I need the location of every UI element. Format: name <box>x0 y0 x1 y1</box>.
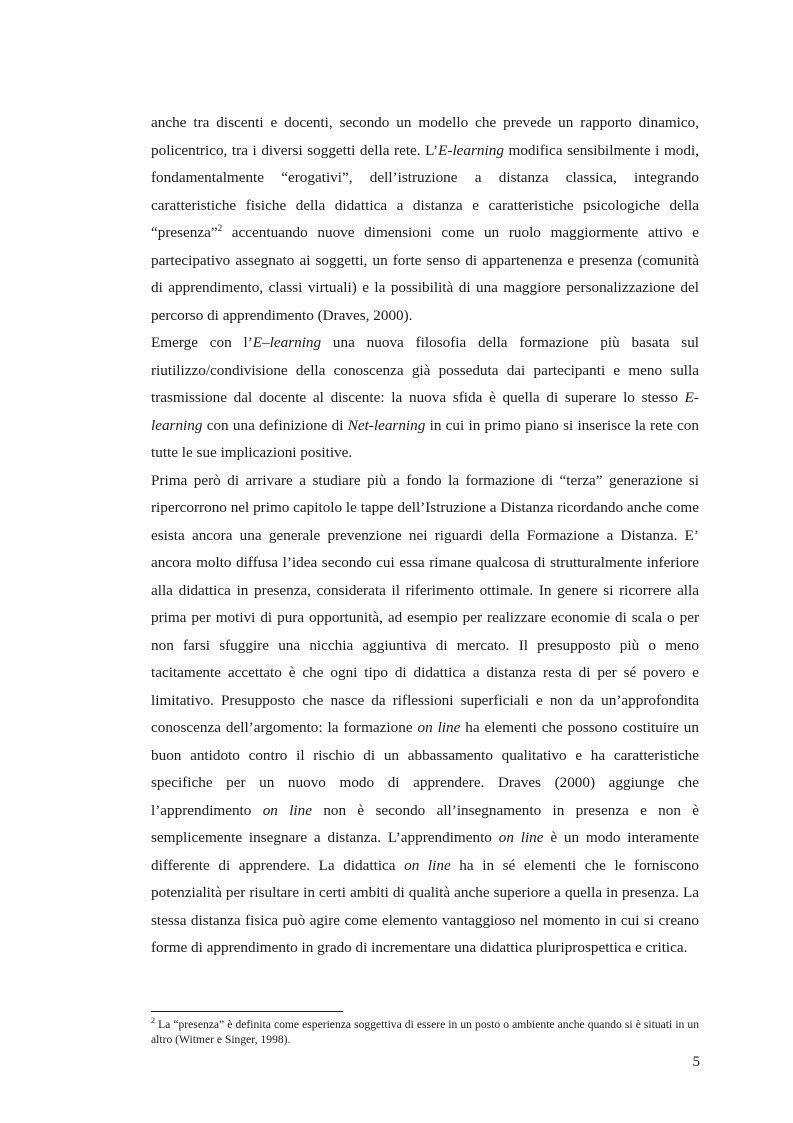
italic-term: E-learning <box>151 389 699 434</box>
italic-term: Net-learning <box>347 416 426 434</box>
italic-term: on line <box>262 801 312 819</box>
footnote-divider <box>151 1011 343 1012</box>
italic-term: E-learning <box>438 141 504 159</box>
italic-term: on line <box>404 856 451 874</box>
text-run: in cui in primo piano si inserisce la rete con tutte le sue implicazioni positive. <box>151 416 699 461</box>
text-run: Emerge con l’ <box>151 334 253 351</box>
paragraph <box>151 109 699 329</box>
text-run: è un modo interamente differente di apprendere. La didattica <box>151 829 699 874</box>
paragraph <box>151 467 699 962</box>
body-text <box>151 109 699 962</box>
page-number: 5 <box>692 1054 700 1070</box>
italic-term: on line <box>498 829 544 846</box>
text-run: con una definizione di <box>202 416 348 434</box>
footnote-marker: 2 <box>151 1016 155 1025</box>
text-run: anche tra discenti e docenti, secondo un modello che prevede un rapporto dinamico, policentrico, tra i diversi soggetti della rete. L’ <box>151 114 699 159</box>
text-run: accentuando nuove dimensioni come un ruolo maggiormente attivo e partecipativo assegnato ai soggetti, un forte senso di appartenenza e presenza (comunità di apprendimento, classi virtuali) e la possibilità di una maggiore personalizzazione del percorso di apprendimento (Draves, 2000). <box>151 224 699 324</box>
text-run: ha elementi che possono costituire un buon antidoto contro il rischio di un abbassamento qualitativo e ha caratteristiche specifiche per un nuovo modo di apprendere. Draves (2000) aggiunge che l’apprendimento <box>151 719 699 819</box>
text-run: ha in sé elementi che le forniscono potenzialità per risultare in certi ambiti di qualità anche superiore a quella in presenza. La stessa distanza fisica può agire come elemento vantaggioso nel momento in cui si creano forme di apprendimento in grado di incrementare una didattica pluriprospettica e critica. <box>151 856 699 956</box>
text-run: Prima però di arrivare a studiare più a fondo la formazione di “terza” generazione si ripercorrono nel primo capitolo le tappe dell’Istruzione a Distanza ricordando anche come esista ancora una generale prevenzione nei riguardi della Formazione a Distanza. E’ ancora molto diffusa l’idea secondo cui essa rimane qualcosa di strutturalmente inferiore alla didattica in presenza, considerata il riferimento ottimale. In genere si ricorrere alla prima per motivi di pura opportunità, ad esempio per realizzare economie di scala o per non farsi sfuggire una nicchia aggiuntiva di mercato. Il presupposto più o meno tacitamente accettato è che ogni tipo di didattica a distanza resta di per sé povero e limitativo. Presupposto che nasce da riflessioni superficiali e non da un’approfondita conoscenza dell’argomento: la formazione <box>151 471 699 736</box>
text-run: una nuova filosofia della formazione più basata sul riutilizzo/condivisione della conoscenza già posseduta dai partecipanti e meno sulla trasmissione dal docente al discente: la nuova sfida è quella di superare lo stesso <box>151 334 700 406</box>
footnote-text: La “presenza” è definita come esperienza soggettiva di essere in un posto o ambiente anche quando si è situati in un altro (Witmer e Singer, 1998). <box>151 1018 699 1046</box>
footnote-reference: 2 <box>217 223 223 233</box>
italic-term: E–learning <box>252 334 322 351</box>
paragraph <box>151 329 699 467</box>
text-run: modifica sensibilmente i modi, fondamentalmente “erogativi”, dell’istruzione a distanza classica, integrando caratteristiche fisiche della didattica a distanza e caratteristiche psicologiche della “presenza” <box>151 141 699 241</box>
text-run: non è secondo all’insegnamento in presenza e non è semplicemente insegnare a distanza. L’apprendimento <box>151 801 700 846</box>
italic-term: on line <box>417 719 461 736</box>
footnote <box>151 1017 699 1047</box>
